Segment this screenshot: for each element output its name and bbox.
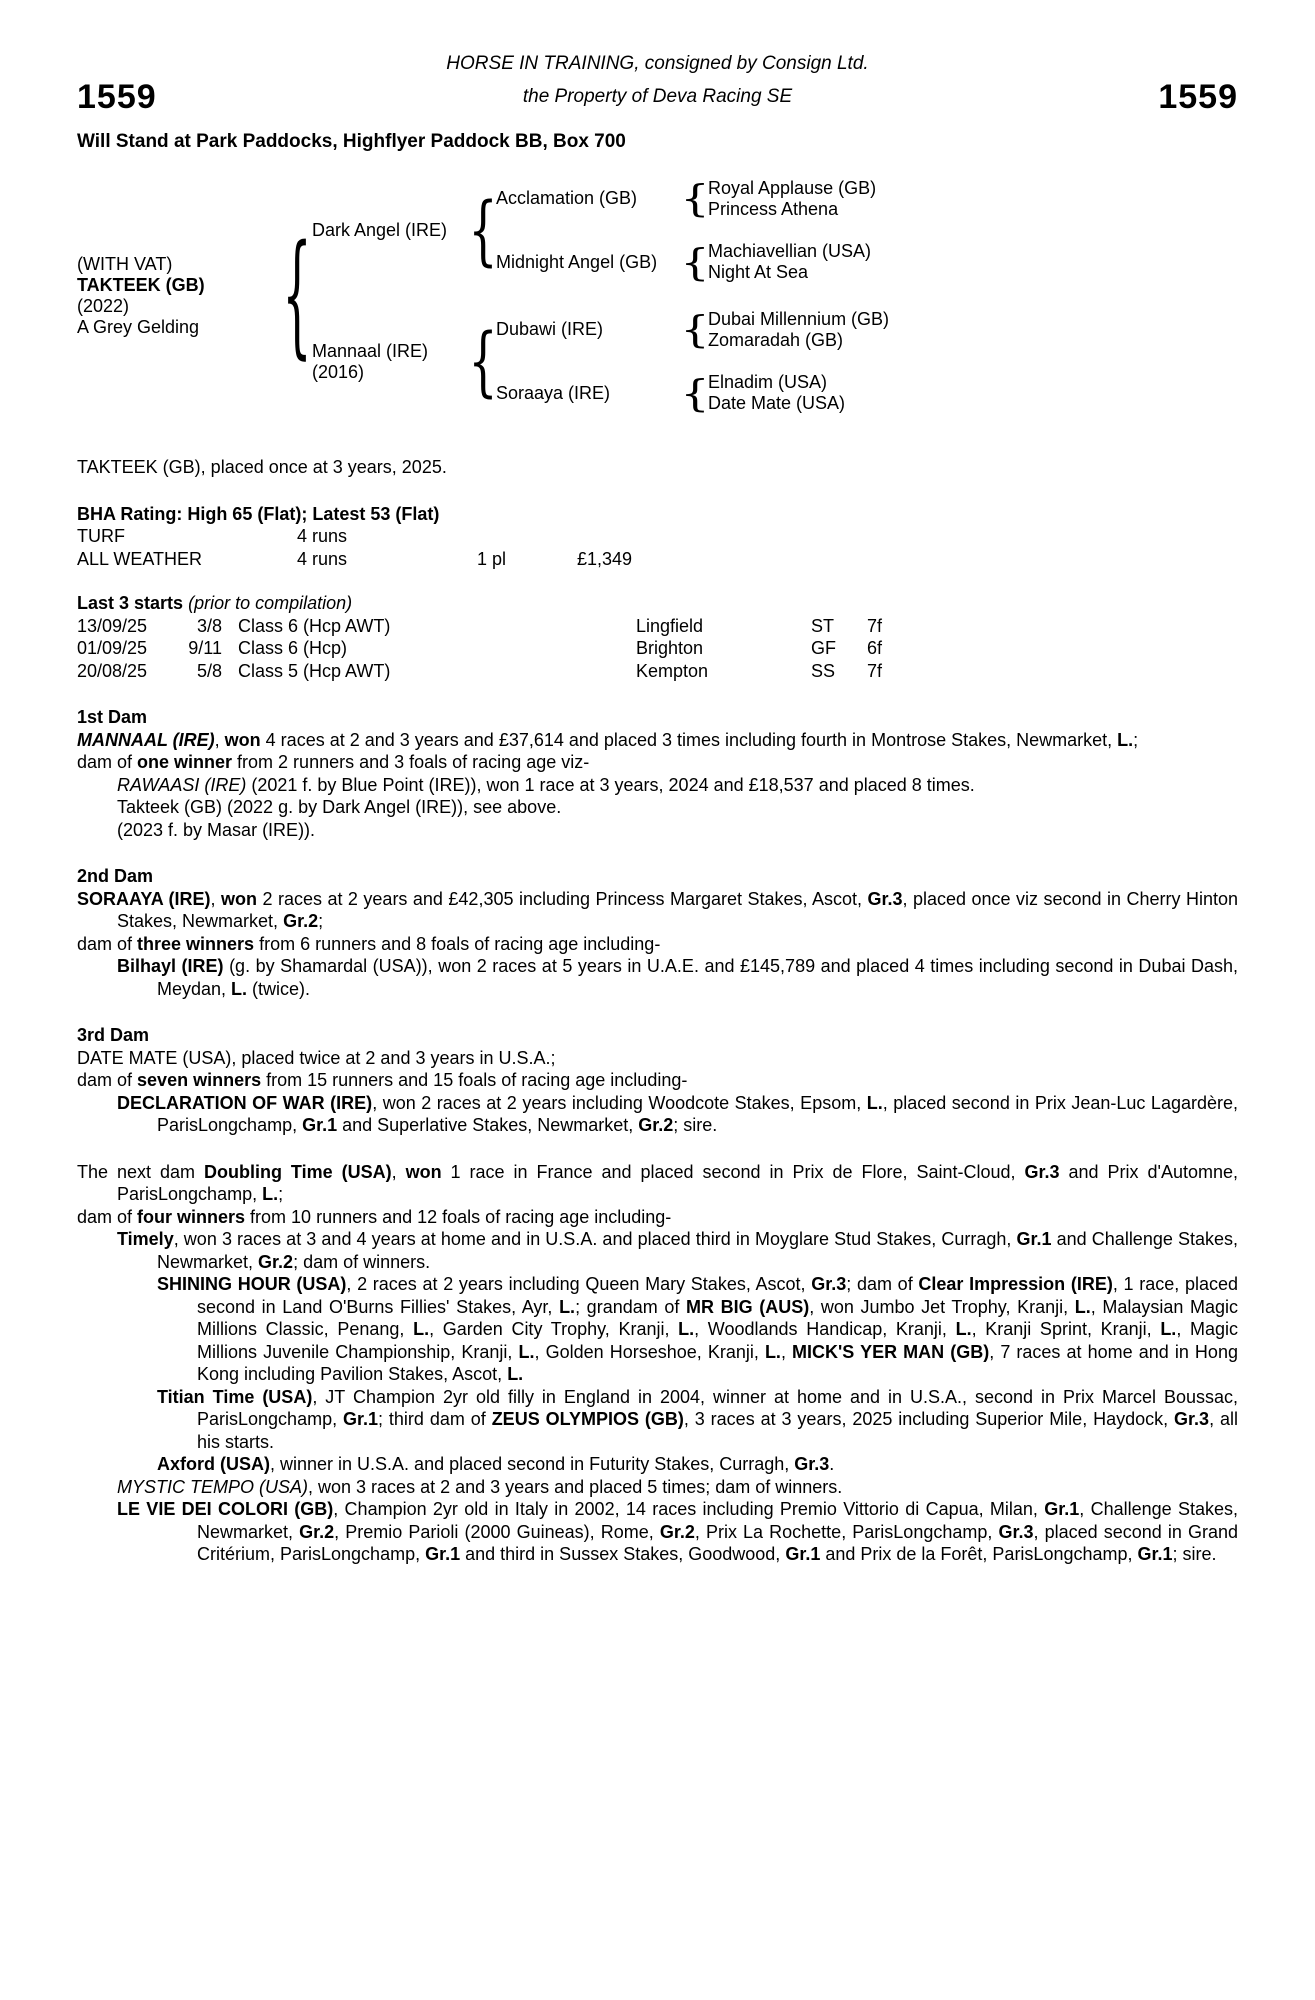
record-runs: 4 runs <box>297 526 348 546</box>
offspring-axford-paragraph: Axford (USA), winner in U.S.A. and placed second in Futurity Stakes, Curragh, Gr.3. <box>157 1454 835 1474</box>
start-class: Class 6 (Hcp AWT) <box>238 615 391 636</box>
subject-name: TAKTEEK (GB) <box>77 275 205 295</box>
dam-dam-name: Soraaya (IRE) <box>496 382 611 403</box>
start-track: Brighton <box>636 638 704 658</box>
last-start-row <box>77 637 1238 660</box>
start-distance: 6f <box>867 638 883 658</box>
brace-dam-dam-icon: { <box>680 370 710 415</box>
record-earnings <box>577 525 1238 548</box>
last-start-row <box>77 660 1238 683</box>
record-runs: 4 runs <box>297 548 348 569</box>
start-date: 20/08/25 <box>77 660 148 681</box>
ancestor-name: Princess Athena <box>708 198 839 219</box>
offspring-bilhayl-paragraph: Bilhayl (IRE) (g. by Shamardal (USA)), won 2 races at 5 years in U.A.E. and £145,789 and placed 4 times including second in Dubai Dash, Meydan, L. (twice). <box>117 956 1239 999</box>
lot-number-left: 1559 <box>77 77 157 116</box>
lot-number-right: 1559 <box>1158 77 1238 116</box>
dam-year: (2016) <box>312 361 365 382</box>
offspring-declaration-of-war-paragraph: DECLARATION OF WAR (IRE), won 2 races at 2 years including Woodcote Stakes, Epsom, L., placed second in Prix Jean-Luc Lagardère, ParisLongchamp, Gr.1 and Superlative Stakes, Newmarket, Gr.2; sire. <box>117 1092 1238 1135</box>
dam-name: Mannaal (IRE) <box>312 340 429 361</box>
lot-header-row <box>77 76 1238 119</box>
start-going: GF <box>811 638 836 658</box>
brace-sire-dam-icon: { <box>680 239 710 284</box>
start-distance: 7f <box>867 615 883 636</box>
dam2-pedigree-paragraph: SORAAYA (IRE), won 2 races at 2 years and £42,305 including Princess Margaret Stakes, Ascot, Gr.3, placed once viz second in Cherry Hinton Stakes, Newmarket, Gr.2; <box>77 888 1239 931</box>
offspring-2023-foal-paragraph: (2023 f. by Masar (IRE)). <box>117 819 316 840</box>
offspring-takteek-paragraph: Takteek (GB) (2022 g. by Dark Angel (IRE)), see above. <box>117 797 562 817</box>
ancestor-name: Night At Sea <box>708 262 809 283</box>
offspring-mystic-tempo-paragraph: MYSTIC TEMPO (USA), won 3 races at 2 and 3 years and placed 5 times; dam of winners. <box>117 1476 843 1497</box>
pedigree-tree <box>77 170 1238 422</box>
brace-sire-sire-icon: { <box>680 175 710 221</box>
start-date: 01/09/25 <box>77 638 148 658</box>
brace-dam-icon: { <box>468 315 498 405</box>
next-dam-produce-line: dam of four winners from 10 runners and 12 foals of racing age including- <box>77 1206 672 1227</box>
start-class: Class 6 (Hcp) <box>238 638 348 658</box>
dam3-produce-line: dam of seven winners from 15 runners and 15 foals of racing age including- <box>77 1070 688 1090</box>
record-earnings: £1,349 <box>577 548 633 569</box>
record-surface: ALL WEATHER <box>77 548 203 569</box>
brace-dam-sire-icon: { <box>680 306 710 352</box>
sire-sire-branch <box>496 170 876 228</box>
dam2-produce-line: dam of three winners from 6 runners and 8 foals of racing age including- <box>77 933 661 954</box>
dam-name-block <box>312 341 470 383</box>
start-date: 13/09/25 <box>77 615 148 636</box>
pedigree-gen1 <box>312 170 889 422</box>
start-track: Lingfield <box>636 615 704 636</box>
sire-branch <box>312 170 889 291</box>
start-distance: 7f <box>867 660 883 681</box>
section-heading-2nd-dam: 2nd Dam <box>77 866 154 886</box>
offspring-le-vie-dei-colori-paragraph: LE VIE DEI COLORI (GB), Champion 2yr old in Italy in 2002, 14 races including Premio Vittorio di Capua, Milan, Gr.1, Challenge Stakes, Newmarket, Gr.2, Premio Parioli (2000 Guineas), Rome, Gr.2, Prix La Rochette, ParisLongchamp, Gr.3, placed second in Grand Critérium, ParisLongchamp, Gr.1 and third in Sussex Stakes, Goodwood, Gr.1 and Prix de la Forêt, ParisLongchamp, Gr.1; sire. <box>117 1499 1238 1564</box>
race-record-note: TAKTEEK (GB), placed once at 3 years, 2025. <box>77 457 447 477</box>
dam3-pedigree-paragraph: DATE MATE (USA), placed twice at 2 and 3 years in U.S.A.; <box>77 1047 556 1068</box>
ancestor-name: Date Mate (USA) <box>708 393 846 414</box>
start-position: 5/8 <box>196 660 222 681</box>
dam-dam-branch <box>496 365 889 423</box>
ancestor-name: Zomaradah (GB) <box>708 329 844 350</box>
start-class: Class 5 (Hcp AWT) <box>238 660 391 681</box>
property-line: the Property of Deva Racing SE <box>522 86 793 108</box>
stand-location-line: Will Stand at Park Paddocks, Highflyer Paddock BB, Box 700 <box>77 131 626 153</box>
subject-description: A Grey Gelding <box>77 317 200 337</box>
section-heading-1st-dam: 1st Dam <box>77 707 148 727</box>
consignor-line: HORSE IN TRAINING, consigned by Consign Ltd. <box>446 53 869 74</box>
subject-year: (2022) <box>77 296 130 316</box>
ancestor-name: Elnadim (USA) <box>708 372 828 393</box>
brace-gen1-icon: { <box>282 215 312 373</box>
sire-dam-branch <box>496 234 876 292</box>
subject-vat: (WITH VAT) <box>77 254 173 274</box>
bha-rating-heading: BHA Rating: High 65 (Flat); Latest 53 (Flat) <box>77 503 440 524</box>
dam-branch <box>312 301 889 422</box>
sire-name: Dark Angel (IRE) <box>312 220 448 240</box>
start-position: 9/11 <box>188 638 222 658</box>
record-surface: TURF <box>77 526 125 546</box>
dam-sire-name: Dubawi (IRE) <box>496 319 604 340</box>
ancestor-name: Machiavellian (USA) <box>708 241 872 262</box>
dam-sire-parents <box>708 309 889 351</box>
offspring-rawaasi-paragraph: RAWAASI (IRE) (2021 f. by Blue Point (IRE)), won 1 race at 3 years, 2024 and £18,537 and placed 8 times. <box>117 774 975 795</box>
section-heading-3rd-dam: 3rd Dam <box>77 1025 150 1045</box>
next-dam-paragraph: The next dam Doubling Time (USA), won 1 race in France and placed second in Prix de Flore, Saint-Cloud, Gr.3 and Prix d'Automne, ParisLongchamp, L.; <box>77 1161 1238 1204</box>
last-start-row <box>77 615 1238 638</box>
record-row-all-weather <box>77 548 1238 571</box>
ancestor-name: Royal Applause (GB) <box>708 177 877 198</box>
start-going: ST <box>811 615 835 636</box>
sire-sire-parents <box>708 178 876 220</box>
offspring-titian-time-paragraph: Titian Time (USA), JT Champion 2yr old filly in England in 2004, winner at home and in U.S.A., second in Prix Marcel Boussac, ParisLongchamp, Gr.1; third dam of ZEUS OLYMPIOS (GB), 3 races at 3 years, 2025 including Superior Mile, Haydock, Gr.3, all his starts. <box>157 1386 1238 1452</box>
record-placings <box>477 525 577 548</box>
last-starts-heading: Last 3 starts (prior to compilation) <box>77 593 353 613</box>
record-placings: 1 pl <box>477 548 507 569</box>
sire-gen2 <box>496 170 876 291</box>
brace-sire-icon: { <box>468 184 498 274</box>
sire-dam-name: Midnight Angel (GB) <box>496 251 658 272</box>
ancestor-name: Dubai Millennium (GB) <box>708 308 890 329</box>
pedigree-subject <box>77 254 282 338</box>
start-position: 3/8 <box>196 615 222 636</box>
dam-sire-branch <box>496 301 889 359</box>
dam1-pedigree-paragraph: MANNAAL (IRE), won 4 races at 2 and 3 years and £37,614 and placed 3 times including fourth in Montrose Stakes, Newmarket, L.; <box>77 729 1139 750</box>
dam-gen2 <box>496 301 889 422</box>
sire-dam-parents <box>708 241 871 283</box>
offspring-shining-hour-paragraph: SHINING HOUR (USA), 2 races at 2 years including Queen Mary Stakes, Ascot, Gr.3; dam of Clear Impression (IRE), 1 race, placed second in Land O'Burns Fillies' Stakes, Ayr, L.; grandam of MR BIG (AUS), won Jumbo Jet Trophy, Kranji, L., Malaysian Magic Millions Classic, Penang, L., Garden City Trophy, Kranji, L., Woodlands Handicap, Kranji, L., Kranji Sprint, Kranji, L., Magic Millions Juvenile Championship, Kranji, L., Golden Horseshoe, Kranji, L., MICK'S YER MAN (GB), 7 races at home and in Hong Kong including Pavilion Stakes, Ascot, L. <box>157 1274 1239 1384</box>
dam1-produce-line: dam of one winner from 2 runners and 3 foals of racing age viz- <box>77 752 590 772</box>
start-track: Kempton <box>636 660 709 681</box>
record-row-turf <box>77 525 1238 548</box>
start-going: SS <box>811 660 836 681</box>
offspring-timely-paragraph: Timely, won 3 races at 3 and 4 years at home and in U.S.A. and placed third in Moyglare Stud Stakes, Curragh, Gr.1 and Challenge Stakes, Newmarket, Gr.2; dam of winners. <box>117 1229 1238 1272</box>
sire-sire-name: Acclamation (GB) <box>496 188 638 209</box>
dam-dam-parents <box>708 372 845 414</box>
